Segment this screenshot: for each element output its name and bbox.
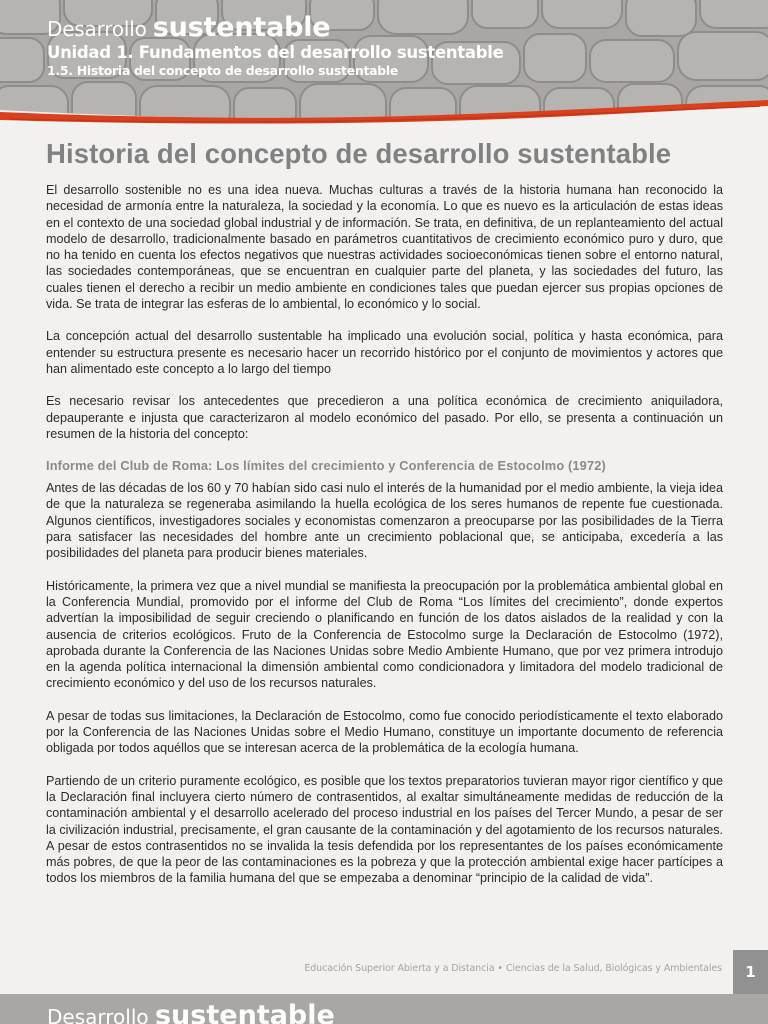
unit-title: Unidad 1. Fundamentos del desarrollo sustentable [47, 43, 504, 62]
next-page-title-prefix: Desarrollo [47, 1005, 149, 1024]
main-content [46, 137, 723, 887]
red-swoosh-divider [0, 92, 768, 126]
next-page-course-title [47, 1002, 335, 1024]
intro-paragraph-3: Es necesario revisar los antecedentes que precedieron a una política económica de crecimiento aniquiladora, depauperante e injusta que caracterizaron al modelo económico del pasado. Por ello, se presenta a continuación un resumen de la historia del concepto: [46, 394, 723, 441]
header-titles [47, 14, 503, 79]
footer-institution: Educación Superior Abierta y a Distancia • Ciencias de la Salud, Biológicas y Ambientales [304, 963, 722, 974]
section-paragraph-4: Partiendo de un criterio puramente ecológico, es posible que los textos preparatorios tuvieran mayor rigor científico y que la Declaración final incluyera cierto número de contrasentidos, al exaltar simultáneamente medidas de reducción de la contaminación ambiental y el desarrollo acelerado del proceso industrial en los países del Tercer Mundo, a pesar de ser la civilización industrial, precisamente, el gran causante de la contaminación y del agotamiento de los recursos naturales. A pesar de estos contrasentidos no se invalida la tesis defendida por los representantes de los países económicamente más pobres, de que la peor de las contaminaciones es la pobreza y que la protección ambiental exige hacer partícipes a todos los miembros de la familia humana del que se empezaba a denominar “principio de la calidad de vida”. [46, 773, 723, 886]
page-number-badge: 1 [733, 950, 768, 994]
section-heading: Informe del Club de Roma: Los límites del crecimiento y Conferencia de Estocolmo (1972) [46, 458, 606, 474]
course-title-emphasis: sustentable [152, 12, 331, 43]
subsection-title: 1.5. Historia del concepto de desarrollo sustentable [47, 63, 399, 78]
header-banner [0, 0, 768, 126]
section-paragraph-2: Históricamente, la primera vez que a nivel mundial se manifiesta la preocupación por la problemática ambiental global en la Conferencia Mundial, promovido por el informe del Club de Roma “Los límites del crecimiento”, donde expertos advertían la imposibilidad de seguir creciendo o planificando en función de los datos aislados de la realidad y con la ausencia de criterios ecológicos. Fruto de la Conferencia de Estocolmo surge la Declaración de Estocolmo (1972), aprobada durante la Conferencia de las Naciones Unidas sobre Medio Ambiente Humano, que por vez primera introdujo en la agenda política internacional la dimensión ambiental como condicionadora y limitadora del modelo tradicional de crecimiento económico y del uso de los recursos naturales. [46, 578, 723, 691]
section-paragraph-3: A pesar de todas sus limitaciones, la Declaración de Estocolmo, como fue conocido periodísticamente el texto elaborado por la Conferencia de las Naciones Unidas sobre el Medio Humano, constituye un importante documento de referencia obligada por todos aquéllos que se interesan acerca de la problemática de la ecología humana. [46, 708, 723, 756]
intro-paragraph-2: La concepción actual del desarrollo sustentable ha implicado una evolución social, política y hasta económica, para entender su estructura presente es necesario hacer un recorrido histórico por el conjunto de movimientos y actores que han alimentado este concepto a lo largo del tiempo [46, 329, 723, 376]
course-title-prefix: Desarrollo [47, 17, 147, 41]
intro-paragraph-1: El desarrollo sostenible no es una idea nueva. Muchas culturas a través de la historia humana han reconocido la necesidad de armonía entre la naturaleza, la sociedad y la economía. Lo que es nuevo es la articulación de estas ideas en el contexto de una sociedad global industrial y de información. Se trata, en definitiva, de un replanteamiento del actual modelo de desarrollo, tradicionalmente basado en parámetros cuantitativos de crecimiento económico puro y duro, que no ha tenido en cuenta los efectos negativos que nuestras actividades socioeconómicas tienen sobre el entorno natural, las sociedades contemporáneas, que se encuentran en cualquier parte del planeta, y las sociedades del futuro, las cuales tienen el derecho a recibir un medio ambiente en condiciones tales que puedan ejercer sus propias opciones de vida. Se trata de integrar las esferas de lo ambiental, lo económico y lo social. [46, 183, 723, 312]
page-title: Historia del concepto de desarrollo sustentable [46, 138, 672, 169]
next-page-header-strip [0, 994, 768, 1024]
next-page-title-emphasis: sustentable [154, 1000, 335, 1024]
section-paragraph-1: Antes de las décadas de los 60 y 70 habían sido casi nulo el interés de la humanidad por el medio ambiente, la vieja idea de que la naturaleza se regeneraba asimilando la huella ecológica de los seres humanos de repente fue cuestionada. Algunos científicos, investigadores sociales y economistas comenzaron a preocuparse por las posibilidades de la Tierra para satisfacer las necesidades del hombre ante un crecimiento poblacional que, se anticipaba, excedería a las posibilidades del planeta para producir bienes materiales. [46, 481, 724, 561]
course-title [47, 14, 503, 43]
